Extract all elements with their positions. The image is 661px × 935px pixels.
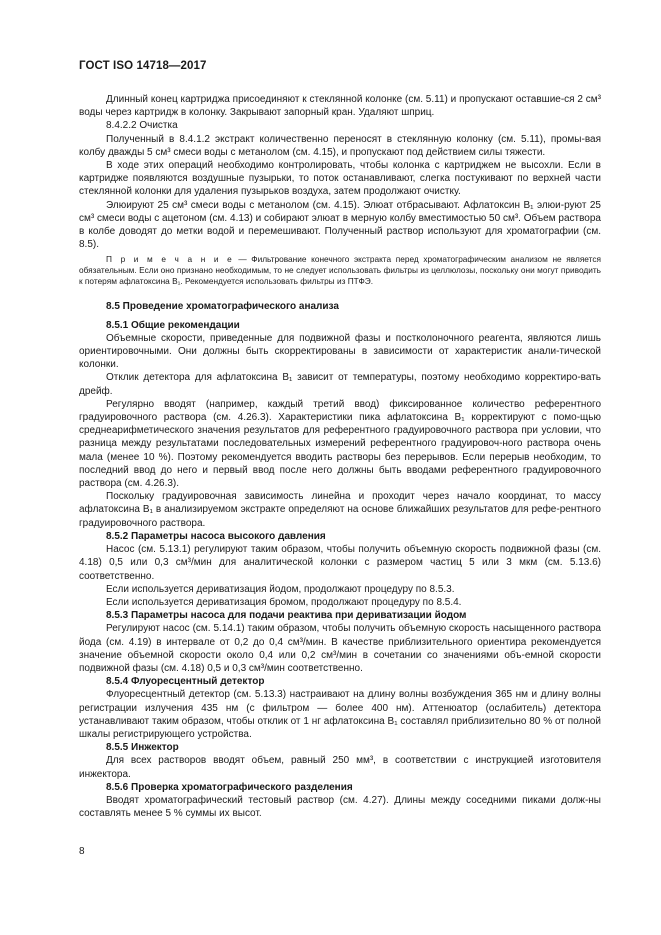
paragraph: Для всех растворов вводят объем, равный 250 мм³, в соответствии с инструкцией изготовителя инжектора. xyxy=(79,755,601,780)
paragraph: В ходе этих операций необходимо контролировать, чтобы колонка с картриджем не высохли. Если в картридже появляются воздушные пузырьки, то поток останавливают, слегка постукивают по верхней части стеклянной колонки для удаления пузырьков воздуха, затем продолжают очистку. xyxy=(79,160,601,198)
subsection-heading: 8.5.6 Проверка хроматографического разделения xyxy=(106,781,353,793)
paragraph: Объемные скорости, приведенные для подвижной фазы и постколоночного реагента, являются лишь ориентировочными. Они должны быть скорректированы в зависимости от характеристик анали-тической колонки. xyxy=(79,332,601,371)
subsection-heading: 8.5.1 Общие рекомендации xyxy=(106,319,240,331)
paragraph: Отклик детектора для афлатоксина B₁ зависит от температуры, поэтому необходимо корректиро-вать дрейф. xyxy=(79,372,601,397)
paragraph: Поскольку градуировочная зависимость линейна и проходит через начало координат, то массу афлатоксина B₁ в анализируемом экстракте определяют на основе ближайших результатов для рефе-рентного градуировочного раствора. xyxy=(79,491,601,529)
paragraph: Насос (см. 5.13.1) регулируют таким образом, чтобы получить объемную скорость подвижной фазы (см. 4.18) 0,5 или 0,3 см³/мин для аналитической колонки с размером частиц 5 или 3 мкм (см. 5.13.6) соответственно. xyxy=(79,544,601,582)
page-number: 8 xyxy=(79,846,85,857)
paragraph: Вводят хроматографический тестовый раствор (см. 4.27). Длины между соседними пиками долж-ны составлять менее 5 % суммы их высот. xyxy=(79,794,601,820)
subsection-heading: 8.5.4 Флуоресцентный детектор xyxy=(106,676,265,688)
paragraph: Регулируют насос (см. 5.14.1) таким образом, чтобы получить объемную скорость насыщенного раствора йода (см. 4.19) в интервале от 0,2 до 0,4 см³/мин. В качестве приблизительного ориентира рекомендуется значение объемной скорости около 0,4 или 0,2 см³/мин в сочетании со значениями объ-емной скорости подвижной фазы (см. 4.18) 0,5 и 0,3 см³/мин соответственно. xyxy=(79,623,601,674)
paragraph: Флуоресцентный детектор (см. 5.13.3) настраивают на длину волны возбуждения 365 нм и длину волны регистрации излучения 435 нм (с фильтром — более 400 нм). Аттенюатор (ослабитель) детектора устанавливают таким образом, чтобы отклик от 1 нг афлатоксина B₁ составлял приблизительно 80 % от полной шкалы регистрирующего устройства. xyxy=(79,689,601,740)
document-header: ГОСТ ISO 14718—2017 xyxy=(79,60,207,72)
paragraph: Полученный в 8.4.1.2 экстракт количественно переносят в стеклянную колонку (см. 5.11), промы-вая колбу дважды 5 см³ смеси воды с метанолом (см. 4.15), и пропускают под действием силы тяжести. xyxy=(79,133,601,158)
paragraph: Регулярно вводят (например, каждый третий ввод) фиксированное количество референтного градуировочного раствора (см. 4.26.3). Характеристики пика афлатоксина B₁ корректируют с помо-щью среднеарифметического значения результатов для референтного градуировочного раствора при условии, что разница между результатами последовательных измерений референтного градуировоч-ного раствора очень мала (менее 10 %). Поэтому рекомендуется вводить растворы без перерывов. Если перерыв необходим, то последний ввод до него и первый ввод после него должны быть вводами референтного градуировочного раствора (см. 4.26.3). xyxy=(79,398,601,490)
subsection-heading: 8.4.2.2 Очистка xyxy=(106,120,178,132)
note-text: — Фильтрование конечного экстракта перед хроматографическим анализом не является обязательным. Если оно признано необходимым, то не следует использовать фильтры из целлюлозы, поскольку они могут приводить к потерям афлатоксина B₁. Рекомендуется использовать фильтры из ПТФЭ. xyxy=(79,254,601,287)
page-body xyxy=(79,93,601,820)
paragraph: Если используется дериватизация йодом, продолжают процедуру по 8.5.3. xyxy=(106,583,455,595)
note-label: П р и м е ч а н и е xyxy=(106,254,234,265)
paragraph: Элюируют 25 см³ смеси воды с метанолом (см. 4.15). Элюат отбрасывают. Афлатоксин B₁ элюи-руют 25 см³ смеси воды с ацетоном (см. 4.13) и собирают элюат в мерную колбу вместимостью 50 см³. Объем раствора в колбе доводят до метки водой и перемешивают. Полученный раствор используют для хроматографии (см. 8.5). xyxy=(79,199,601,251)
paragraph: Если используется дериватизация бромом, продолжают процедуру по 8.5.4. xyxy=(106,596,462,608)
subsection-heading: 8.5.2 Параметры насоса высокого давления xyxy=(106,530,326,542)
subsection-heading: 8.5.5 Инжектор xyxy=(106,742,179,754)
subsection-heading: 8.5.3 Параметры насоса для подачи реактива при дериватизации йодом xyxy=(106,610,467,622)
paragraph: Длинный конец картриджа присоединяют к стеклянной колонке (см. 5.11) и пропускают оставшие-ся 2 см³ воды через картридж в колонку. Закрывают запорный кран. Удаляют шприц. xyxy=(79,94,601,119)
note xyxy=(79,254,601,287)
section-heading: 8.5 Проведение хроматографического анализа xyxy=(106,301,339,313)
